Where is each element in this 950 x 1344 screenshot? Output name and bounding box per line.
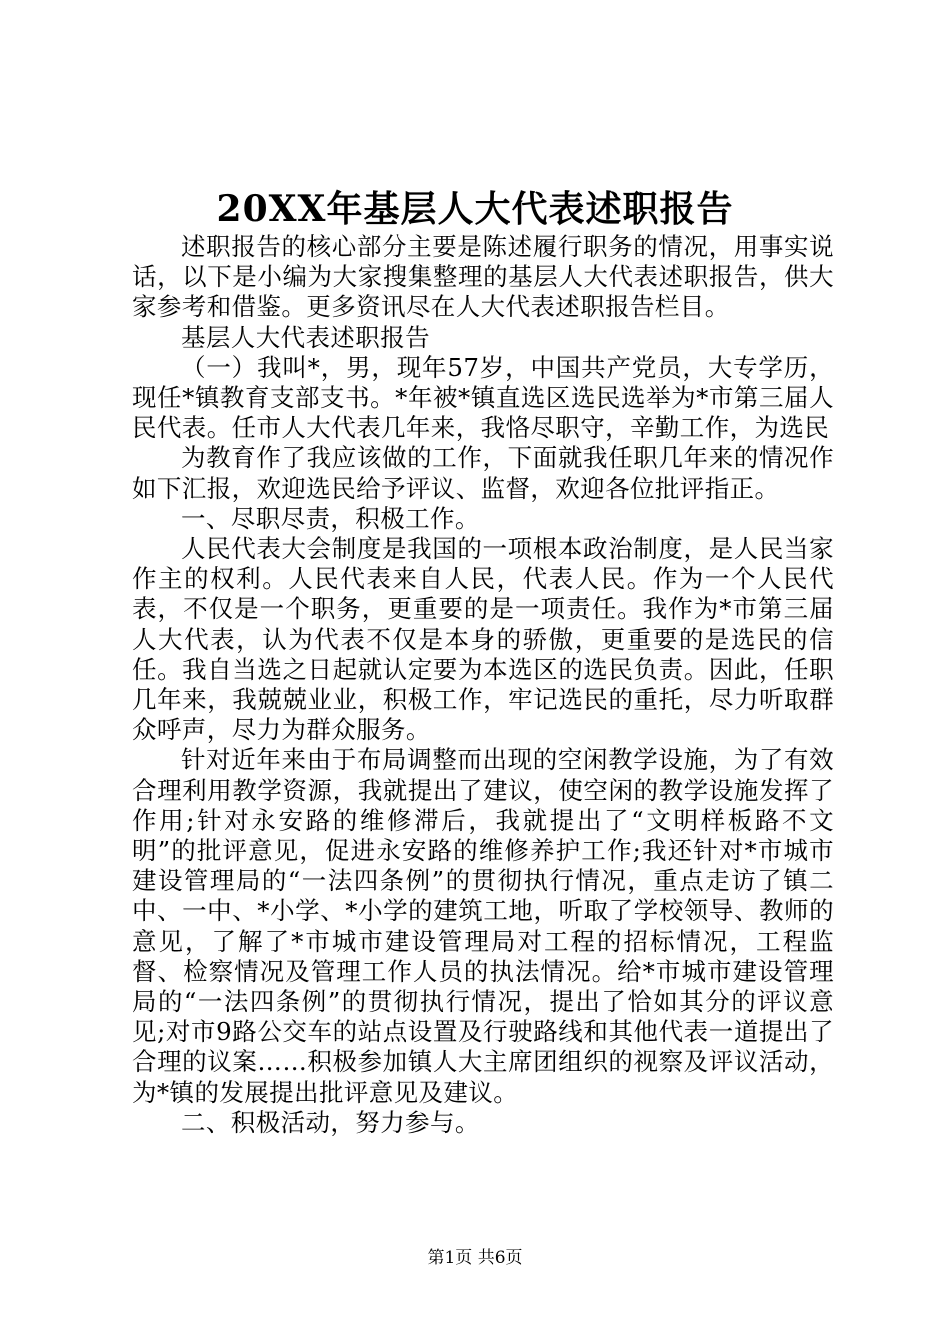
section-heading: 一、尽职尽责，积极工作。 <box>181 503 480 533</box>
document-title: 20XX年基层人大代表述职报告 <box>216 188 734 230</box>
section-heading: 基层人大代表述职报告 <box>181 322 430 352</box>
intro-paragraph: 述职报告的核心部分主要是陈述履行职务的情况，用事实说话，以下是小编为大家搜集整理的基层人大代表述职报告，供大家参考和借鉴。更多资讯尽在人大代表述职报告栏目。 <box>132 232 834 322</box>
page-number-footer: 第1页 共6页 <box>427 1248 523 1268</box>
body-paragraph: 针对近年来由于布局调整而出现的空闲教学设施，为了有效合理利用教学资源，我就提出了建议，使空闲的教学设施发挥了作用;针对永安路的维修滞后，我就提出了“文明样板路不文明”的批评意见，促进永安路的维修养护工作;我还针对*市城市建设管理局的“一法四条例”的贯彻执行情况，重点走访了镇二中、一中、*小学、*小学的建筑工地，听取了学校领导、教师的意见，了解了*市城市建设管理局对工程的招标情况，工程监督、检察情况及管理工作人员的执法情况。给*市城市建设管理局的“一法四条例”的贯彻执行情况，提出了恰如其分的评议意见;对市9路公交车的站点设置及行驶路线和其他代表一道提出了合理的议案……积极参加镇人大主席团组织的视察及评议活动，为*镇的发展提出批评意见及建议。 <box>132 745 834 1107</box>
section-heading: 二、积极活动，努力参与。 <box>181 1107 480 1137</box>
body-paragraph: （一）我叫*，男，现年57岁，中国共产党员，大专学历，现任*镇教育支部支书。*年被*镇直选区选民选举为*市第三届人民代表。任市人大代表几年来，我恪尽职守，辛勤工作，为选民 <box>132 352 834 443</box>
body-paragraph: 人民代表大会制度是我国的一项根本政治制度，是人民当家作主的权利。人民代表来自人民，代表人民。作为一个人民代表，不仅是一个职务，更重要的是一项责任。我作为*市第三届人大代表，认为代表不仅是本身的骄傲，更重要的是选民的信任。我自当选之日起就认定要为本选区的选民负责。因此，任职几年来，我兢兢业业，积极工作，牢记选民的重托，尽力听取群众呼声，尽力为群众服务。 <box>132 534 834 745</box>
document-body <box>132 232 834 1138</box>
body-paragraph: 为教育作了我应该做的工作，下面就我任职几年来的情况作如下汇报，欢迎选民给予评议、监督，欢迎各位批评指正。 <box>132 443 834 503</box>
